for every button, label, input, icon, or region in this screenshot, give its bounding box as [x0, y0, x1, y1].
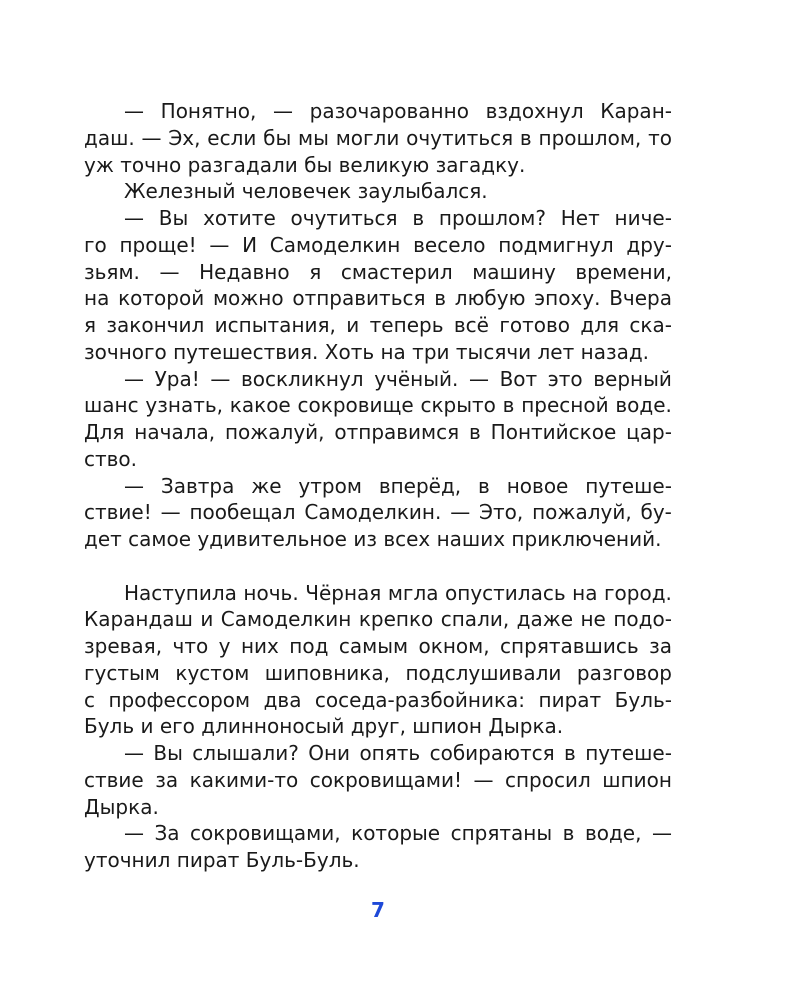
text-line: ствие за какими-то сокровищами! — спросил шпион	[84, 767, 672, 792]
text-line: Для начала, пожалуй, отправимся в Понтийское цар-	[84, 420, 672, 444]
text-line: уж точно разгадали бы великую загадку.	[84, 152, 526, 177]
text-line: Карандаш и Самоделкин крепко спали, даже не подо-	[84, 607, 672, 632]
text-line: зьям. — Недавно я смастерил машину времени,	[84, 259, 672, 284]
text-line: — Вы слышали? Они опять собираются в путеше-	[124, 741, 672, 765]
paragraph	[84, 473, 672, 553]
text-line: — Вы хотите очутиться в прошлом? Нет ниче-	[124, 206, 672, 230]
text-line: на которой можно отправиться в любую эпоху. Вчера	[84, 286, 672, 311]
text-line: Наступила ночь. Чёрная мгла опустилась на город.	[124, 580, 672, 605]
text-line: зочного путешествия. Хоть на три тысячи лет назад.	[84, 339, 650, 364]
text-line: — Завтра же утром вперёд, в новое путеше-	[124, 473, 672, 498]
paragraph	[84, 205, 672, 366]
section-break	[84, 553, 672, 580]
text-line: дет самое удивительное из всех наших приключений.	[84, 527, 662, 551]
text-line: густым кустом шиповника, подслушивали разговор	[84, 660, 672, 685]
text-line: шанс узнать, какое сокровище скрыто в пресной воде.	[84, 393, 672, 418]
text-line: — Понятно, — разочарованно вздохнул Каран-	[124, 99, 672, 123]
page-body	[84, 98, 672, 874]
text-line: я закончил испытания, и теперь всё готово для ска-	[84, 313, 672, 337]
text-line: с профессором два соседа-разбойника: пират Буль-	[84, 687, 672, 712]
text-line: ство.	[84, 446, 138, 471]
paragraph	[84, 820, 672, 874]
paragraph	[84, 178, 672, 205]
paragraph	[84, 580, 672, 741]
text-line: — Ура! — воскликнул учёный. — Вот это верный	[124, 366, 672, 391]
text-line: даш. — Эх, если бы мы могли очутиться в прошлом, то	[84, 125, 672, 150]
text-line: зревая, что у них под самым окном, спрятавшись за	[84, 634, 672, 658]
text-line: Дырка.	[84, 794, 159, 819]
text-line: Железный человечек заулыбался.	[124, 179, 488, 204]
text-line: уточнил пират Буль-Буль.	[84, 848, 360, 872]
text-line: — За сокровищами, которые спрятаны в воде, —	[124, 821, 672, 846]
paragraph	[84, 740, 672, 820]
text-line: го проще! — И Самоделкин весело подмигнул дру-	[84, 232, 672, 257]
page-number: 7	[371, 898, 385, 922]
text-line: Буль и его длинноносый друг, шпион Дырка.	[84, 714, 564, 739]
text-line: ствие! — пообещал Самоделкин. — Это, пожалуй, бу-	[84, 500, 672, 525]
paragraph	[84, 366, 672, 473]
paragraph	[84, 98, 672, 178]
